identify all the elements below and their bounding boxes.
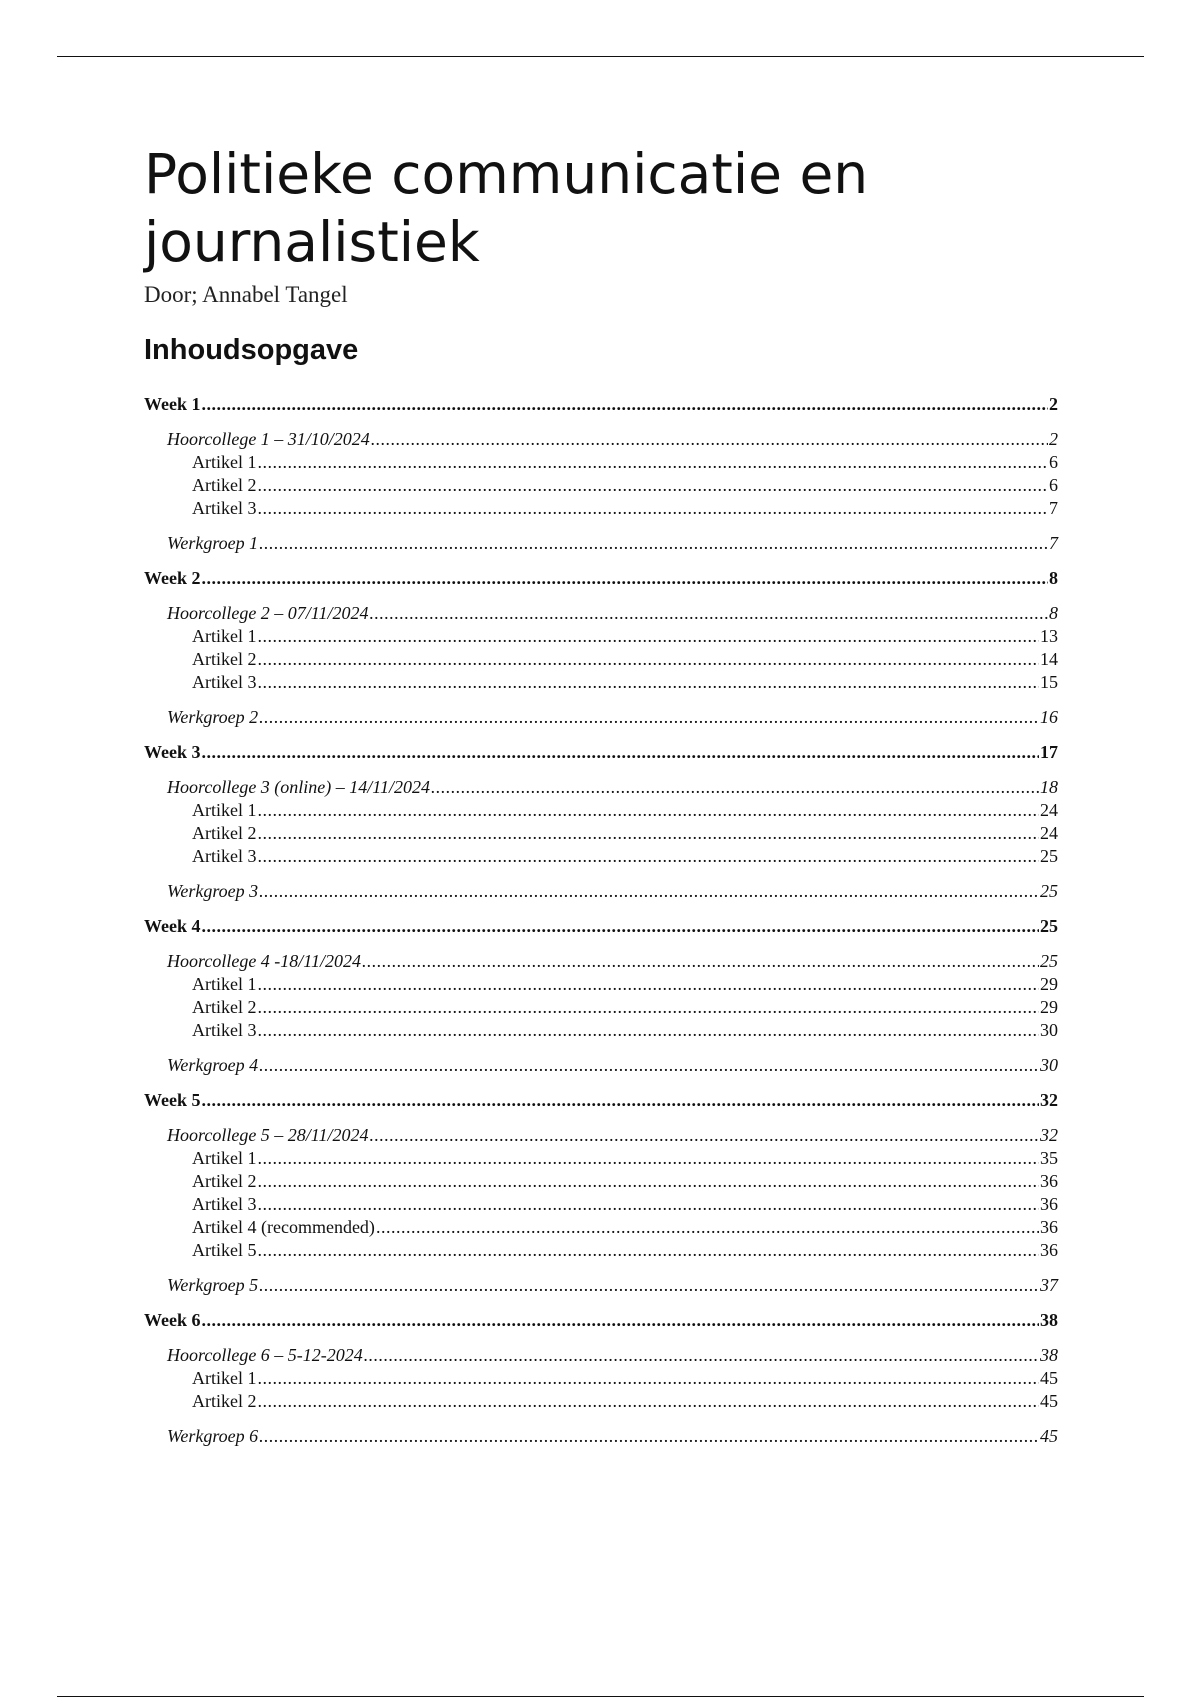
dot-leader <box>259 533 1048 554</box>
toc-entry-label: Artikel 1 <box>192 800 257 820</box>
table-of-contents <box>144 394 1058 1449</box>
dot-leader <box>202 1090 1040 1111</box>
toc-entry-article[interactable] <box>144 1391 1058 1414</box>
toc-entry-label: Hoorcollege 6 – 5-12-2024 <box>167 1345 363 1365</box>
toc-entry-article[interactable] <box>144 1368 1058 1391</box>
toc-entry-label: Artikel 1 <box>192 1368 257 1388</box>
toc-entry-label: Week 3 <box>144 742 201 762</box>
dot-leader <box>259 707 1039 728</box>
toc-entry-article[interactable] <box>144 846 1058 869</box>
toc-entry-page-number: 25 <box>1040 881 1058 901</box>
toc-entry-label: Artikel 3 <box>192 498 257 518</box>
toc-entry-label: Artikel 1 <box>192 452 257 472</box>
toc-entry-page-number: 2 <box>1049 429 1058 449</box>
dot-leader <box>431 777 1039 798</box>
toc-entry-label: Hoorcollege 1 – 31/10/2024 <box>167 429 370 449</box>
dot-leader <box>258 1148 1040 1169</box>
toc-entry-article[interactable] <box>144 1171 1058 1194</box>
toc-entry-lecture[interactable] <box>144 429 1058 452</box>
toc-entry-page-number: 15 <box>1040 672 1058 692</box>
toc-entry-page-number: 45 <box>1040 1368 1058 1388</box>
toc-entry-article[interactable] <box>144 498 1058 521</box>
toc-entry-label: Artikel 3 <box>192 846 257 866</box>
dot-leader <box>258 626 1040 647</box>
toc-entry-page-number: 36 <box>1040 1217 1058 1237</box>
dot-leader <box>258 1020 1040 1041</box>
top-rule <box>57 56 1144 57</box>
toc-entry-label: Week 5 <box>144 1090 201 1110</box>
toc-entry-label: Hoorcollege 2 – 07/11/2024 <box>167 603 369 623</box>
dot-leader <box>258 475 1049 496</box>
toc-entry-page-number: 25 <box>1040 916 1058 936</box>
toc-entry-article[interactable] <box>144 452 1058 475</box>
toc-entry-label: Artikel 2 <box>192 997 257 1017</box>
toc-entry-page-number: 14 <box>1040 649 1058 669</box>
toc-entry-page-number: 32 <box>1040 1090 1058 1110</box>
toc-entry-article[interactable] <box>144 800 1058 823</box>
dot-leader <box>259 881 1039 902</box>
toc-entry-week[interactable] <box>144 394 1058 417</box>
dot-leader <box>202 916 1040 937</box>
dot-leader <box>258 1368 1040 1389</box>
toc-entry-lecture[interactable] <box>144 1345 1058 1368</box>
toc-entry-page-number: 7 <box>1049 498 1058 518</box>
toc-entry-label: Artikel 2 <box>192 475 257 495</box>
toc-entry-group[interactable] <box>144 533 1058 556</box>
author-line: Door; Annabel Tangel <box>144 282 348 307</box>
toc-entry-label: Week 6 <box>144 1310 201 1330</box>
dot-leader <box>258 498 1049 519</box>
dot-leader <box>258 1391 1040 1412</box>
dot-leader <box>258 1240 1040 1261</box>
toc-entry-label: Artikel 2 <box>192 1171 257 1191</box>
toc-entry-page-number: 36 <box>1040 1194 1058 1214</box>
toc-entry-group[interactable] <box>144 1426 1058 1449</box>
toc-entry-page-number: 8 <box>1049 568 1058 588</box>
toc-entry-week[interactable] <box>144 742 1058 765</box>
dot-leader <box>259 1426 1039 1447</box>
toc-entry-page-number: 30 <box>1040 1055 1058 1075</box>
dot-leader <box>259 1275 1039 1296</box>
dot-leader <box>258 649 1040 670</box>
toc-entry-page-number: 29 <box>1040 997 1058 1017</box>
toc-entry-article[interactable] <box>144 1240 1058 1263</box>
toc-entry-label: Artikel 2 <box>192 1391 257 1411</box>
dot-leader <box>258 1194 1040 1215</box>
dot-leader <box>258 974 1040 995</box>
toc-entry-label: Werkgroep 1 <box>167 533 259 553</box>
toc-entry-page-number: 24 <box>1040 800 1058 820</box>
toc-entry-label: Artikel 2 <box>192 649 257 669</box>
toc-entry-page-number: 17 <box>1040 742 1058 762</box>
toc-entry-label: Hoorcollege 3 (online) – 14/11/2024 <box>167 777 430 797</box>
toc-entry-page-number: 25 <box>1040 951 1058 971</box>
toc-entry-label: Artikel 3 <box>192 1194 257 1214</box>
dot-leader <box>362 951 1039 972</box>
toc-entry-label: Werkgroep 6 <box>167 1426 259 1446</box>
dot-leader <box>258 846 1040 867</box>
toc-entry-page-number: 29 <box>1040 974 1058 994</box>
toc-entry-group[interactable] <box>144 1275 1058 1298</box>
toc-entry-page-number: 45 <box>1040 1426 1058 1446</box>
toc-entry-label: Hoorcollege 4 -18/11/2024 <box>167 951 361 971</box>
toc-entry-lecture[interactable] <box>144 951 1058 974</box>
toc-entry-page-number: 32 <box>1040 1125 1058 1145</box>
toc-entry-label: Artikel 1 <box>192 1148 257 1168</box>
toc-entry-week[interactable] <box>144 568 1058 591</box>
toc-entry-article[interactable] <box>144 1194 1058 1217</box>
toc-entry-page-number: 2 <box>1049 394 1058 414</box>
toc-entry-article[interactable] <box>144 672 1058 695</box>
toc-entry-page-number: 6 <box>1049 475 1058 495</box>
document-title: Politieke communicatie en journalistiek <box>144 142 869 274</box>
dot-leader <box>258 672 1040 693</box>
toc-entry-label: Week 2 <box>144 568 201 588</box>
dot-leader <box>202 568 1049 589</box>
dot-leader <box>258 1171 1040 1192</box>
toc-heading: Inhoudsopgave <box>144 334 359 366</box>
toc-entry-lecture[interactable] <box>144 777 1058 800</box>
toc-entry-article[interactable] <box>144 974 1058 997</box>
toc-entry-label: Artikel 2 <box>192 823 257 843</box>
toc-entry-page-number: 16 <box>1040 707 1058 727</box>
toc-entry-article[interactable] <box>144 1020 1058 1043</box>
toc-entry-label: Week 4 <box>144 916 201 936</box>
toc-entry-group[interactable] <box>144 1055 1058 1078</box>
toc-entry-label: Artikel 4 (recommended) <box>192 1217 375 1237</box>
dot-leader <box>258 800 1040 821</box>
toc-entry-week[interactable] <box>144 1090 1058 1113</box>
dot-leader <box>258 452 1049 473</box>
toc-entry-label: Hoorcollege 5 – 28/11/2024 <box>167 1125 369 1145</box>
dot-leader <box>371 429 1048 450</box>
toc-entry-lecture[interactable] <box>144 1125 1058 1148</box>
dot-leader <box>202 1310 1040 1331</box>
dot-leader <box>202 394 1049 415</box>
toc-entry-page-number: 45 <box>1040 1391 1058 1411</box>
toc-entry-label: Artikel 1 <box>192 974 257 994</box>
toc-entry-label: Werkgroep 3 <box>167 881 259 901</box>
toc-entry-page-number: 36 <box>1040 1171 1058 1191</box>
dot-leader <box>369 1125 1039 1146</box>
dot-leader <box>259 1055 1039 1076</box>
toc-entry-page-number: 18 <box>1040 777 1058 797</box>
toc-entry-article[interactable] <box>144 823 1058 846</box>
toc-entry-label: Artikel 5 <box>192 1240 257 1260</box>
toc-entry-article[interactable] <box>144 1148 1058 1171</box>
toc-entry-page-number: 25 <box>1040 846 1058 866</box>
bottom-rule <box>57 1696 1144 1697</box>
toc-entry-page-number: 35 <box>1040 1148 1058 1168</box>
dot-leader <box>202 742 1040 763</box>
toc-entry-label: Werkgroep 5 <box>167 1275 259 1295</box>
toc-entry-label: Werkgroep 4 <box>167 1055 259 1075</box>
toc-entry-group[interactable] <box>144 881 1058 904</box>
toc-entry-page-number: 30 <box>1040 1020 1058 1040</box>
toc-entry-page-number: 7 <box>1049 533 1058 553</box>
dot-leader <box>258 997 1040 1018</box>
toc-entry-page-number: 38 <box>1040 1310 1058 1330</box>
toc-entry-group[interactable] <box>144 707 1058 730</box>
toc-entry-page-number: 37 <box>1040 1275 1058 1295</box>
toc-entry-label: Week 1 <box>144 394 201 414</box>
toc-entry-page-number: 8 <box>1049 603 1058 623</box>
dot-leader <box>369 603 1048 624</box>
dot-leader <box>376 1217 1039 1238</box>
toc-entry-label: Artikel 1 <box>192 626 257 646</box>
toc-entry-article[interactable] <box>144 626 1058 649</box>
toc-entry-label: Artikel 3 <box>192 672 257 692</box>
dot-leader <box>258 823 1040 844</box>
toc-entry-label: Artikel 3 <box>192 1020 257 1040</box>
toc-entry-label: Werkgroep 2 <box>167 707 259 727</box>
toc-entry-page-number: 6 <box>1049 452 1058 472</box>
toc-entry-week[interactable] <box>144 1310 1058 1333</box>
dot-leader <box>364 1345 1039 1366</box>
toc-entry-article[interactable] <box>144 475 1058 498</box>
toc-entry-lecture[interactable] <box>144 603 1058 626</box>
toc-entry-page-number: 13 <box>1040 626 1058 646</box>
toc-entry-article[interactable] <box>144 1217 1058 1240</box>
toc-entry-article[interactable] <box>144 997 1058 1020</box>
toc-entry-page-number: 38 <box>1040 1345 1058 1365</box>
toc-entry-article[interactable] <box>144 649 1058 672</box>
toc-entry-page-number: 24 <box>1040 823 1058 843</box>
toc-entry-week[interactable] <box>144 916 1058 939</box>
toc-entry-page-number: 36 <box>1040 1240 1058 1260</box>
